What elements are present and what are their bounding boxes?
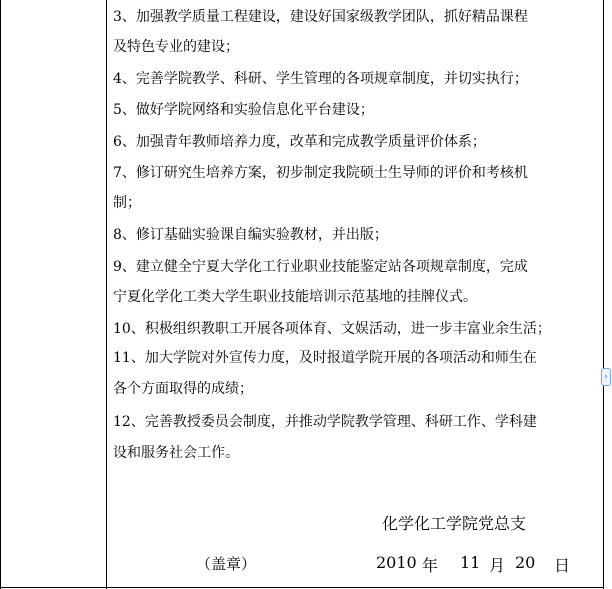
plan-item-11-line-2: 各个方面取得的成绩；	[113, 381, 253, 397]
date-month: 11	[460, 553, 481, 572]
date-month-unit: 月	[489, 556, 506, 575]
plan-item-3-line-2: 及特色专业的建设；	[113, 39, 239, 55]
date-day-unit: 日	[554, 556, 571, 575]
plan-item-3-line-1: 3、加强教学质量工程建设，建设好国家级教学团队，抓好精品课程	[113, 9, 528, 25]
table-border-right	[603, 0, 604, 589]
date-day: 20	[515, 553, 536, 572]
plan-item-7-line-2: 制；	[113, 195, 141, 211]
chevron-right-icon: ›	[604, 372, 608, 382]
plan-item-10: 10、积极组织教职工开展各项体育、文娱活动，进一步丰富业余生活；	[113, 321, 551, 337]
date-year: 2010	[376, 553, 417, 572]
plan-item-7-line-1: 7、修订研究生培养方案，初步制定我院硕士生导师的评价和考核机	[113, 165, 528, 181]
plan-item-4: 4、完善学院教学、科研、学生管理的各项规章制度，并切实执行；	[113, 71, 528, 87]
plan-item-12-line-2: 设和服务社会工作。	[113, 445, 239, 461]
date-year-unit: 年	[422, 556, 439, 575]
plan-item-6: 6、加强青年教师培养力度，改革和完成教学质量评价体系；	[113, 134, 486, 150]
plan-item-5: 5、做好学院网络和实验信息化平台建设；	[113, 102, 374, 118]
seal-note: （盖章）	[196, 555, 257, 573]
table-border-bottom	[0, 587, 604, 588]
table-border-left	[0, 0, 1, 589]
plan-item-12-line-1: 12、完善教授委员会制度，并推动学院教学管理、科研工作、学科建	[113, 414, 537, 430]
plan-item-9-line-2: 宁夏化学化工类大学生职业技能培训示范基地的挂牌仪式。	[113, 289, 477, 305]
plan-item-9-line-1: 9、建立健全宁夏大学化工行业职业技能鉴定站各项规章制度，完成	[113, 259, 528, 275]
signature-organization: 化学化工学院党总支	[382, 514, 527, 533]
side-expand-handle[interactable]	[601, 368, 611, 386]
table-border-divider	[106, 0, 107, 589]
plan-item-8: 8、修订基础实验课自编实验教材，并出版；	[113, 227, 388, 243]
plan-item-11-line-1: 11、加大学院对外宣传力度，及时报道学院开展的各项活动和师生在	[113, 350, 537, 366]
